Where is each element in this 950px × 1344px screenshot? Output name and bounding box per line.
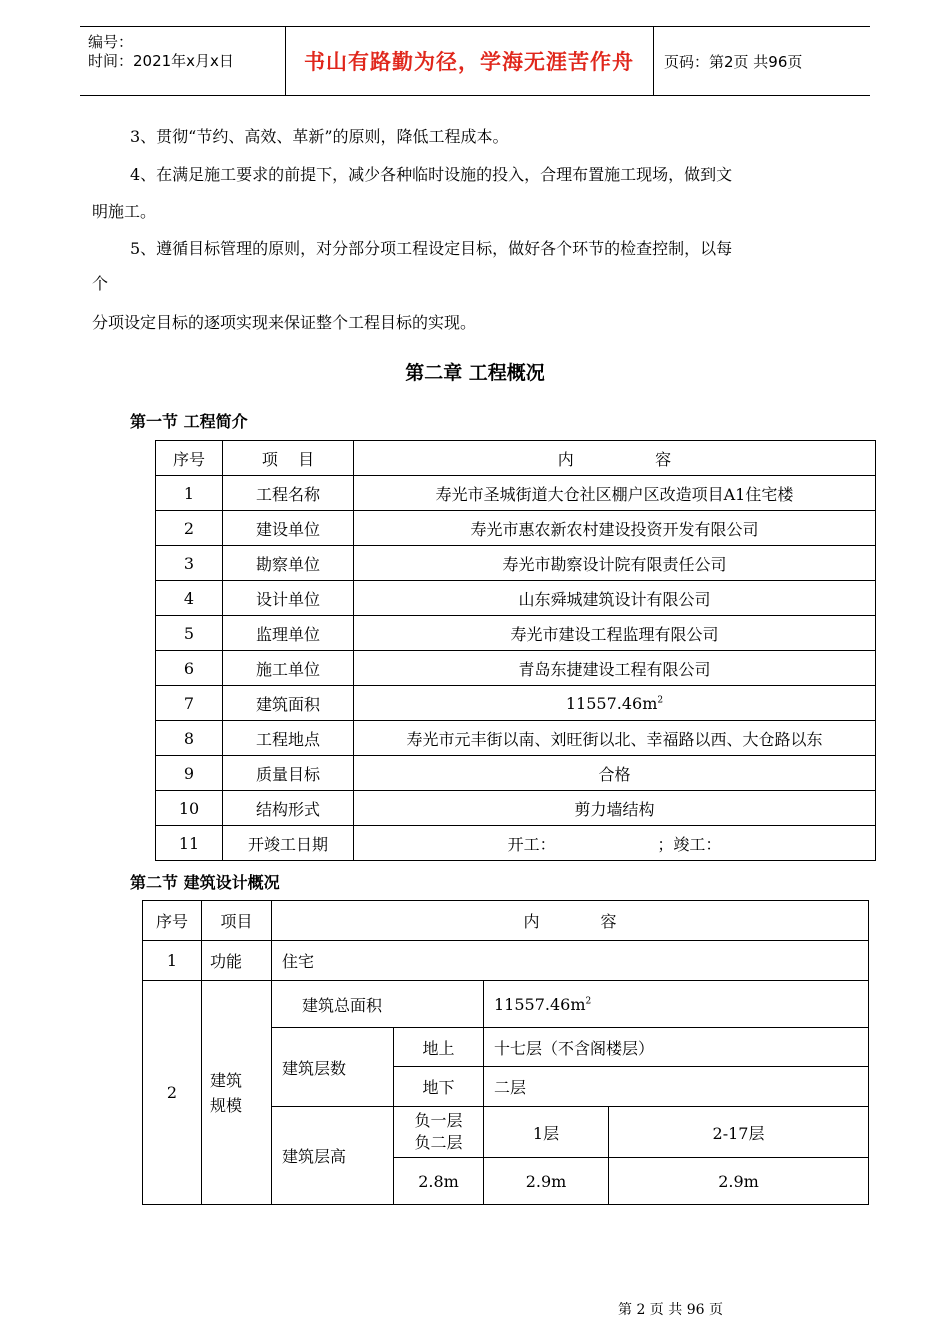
row-item: 设计单位	[223, 581, 354, 616]
floors-label: 建筑层数	[272, 1028, 394, 1107]
header-item: 项目	[202, 901, 272, 941]
total-area-label: 建筑总面积	[272, 981, 484, 1028]
motto: 书山有路勤为径，学海无涯苦作舟	[304, 50, 634, 74]
table-row	[156, 511, 876, 546]
row-no: 11	[156, 826, 223, 861]
area-superscript: 2	[585, 996, 592, 1007]
height-col1-line: 负二层	[414, 1133, 463, 1152]
total-area-value	[484, 981, 869, 1028]
table-row	[143, 981, 869, 1028]
row-content: 山东舜城建筑设计有限公司	[354, 581, 876, 616]
paragraph-5-line3: 分项设定目标的逐项实现来保证整个工程目标的实现。	[92, 313, 477, 332]
number-label: 编号：	[88, 33, 134, 51]
page-header	[80, 26, 870, 96]
row-item: 结构形式	[223, 791, 354, 826]
row-item: 工程地点	[223, 721, 354, 756]
row-content: 剪力墙结构	[354, 791, 876, 826]
row-content: 开工： ；竣工：	[354, 826, 876, 861]
row-item: 功能	[202, 941, 272, 981]
project-overview-table	[155, 440, 876, 861]
row-item: 开竣工日期	[223, 826, 354, 861]
header-meta	[80, 27, 286, 95]
row-item: 施工单位	[223, 651, 354, 686]
row-content: 寿光市圣城街道大仓社区棚户区改造项目A1住宅楼	[354, 476, 876, 511]
row-item: 监理单位	[223, 616, 354, 651]
table-row	[156, 616, 876, 651]
chapter-title: 第二章 工程概况	[405, 362, 545, 384]
row-content: 寿光市勘察设计院有限责任公司	[354, 546, 876, 581]
below-label: 地下	[394, 1067, 484, 1107]
row-no: 7	[156, 686, 223, 721]
row-item: 质量目标	[223, 756, 354, 791]
row-content: 寿光市建设工程监理有限公司	[354, 616, 876, 651]
building-design-table	[142, 900, 869, 1205]
table-row	[156, 826, 876, 861]
page-footer: 第 2 页 共 96 页	[618, 1302, 723, 1318]
row-content: 寿光市惠农新农村建设投资开发有限公司	[354, 511, 876, 546]
below-value: 二层	[484, 1067, 869, 1107]
row-no: 3	[156, 546, 223, 581]
row-content	[354, 686, 876, 721]
header-no: 序号	[156, 441, 223, 476]
paragraph-5-line1: 5、遵循目标管理的原则，对分部分项工程设定目标，做好各个环节的检查控制，以每	[130, 239, 733, 258]
height-col3: 2-17层	[609, 1107, 869, 1158]
row-item: 勘察单位	[223, 546, 354, 581]
row-content: 寿光市元丰街以南、刘旺街以北、幸福路以西、大仓路以东	[354, 721, 876, 756]
row-no: 8	[156, 721, 223, 756]
table-row	[156, 651, 876, 686]
paragraph-4-line1: 4、在满足施工要求的前提下，减少各种临时设施的投入，合理布置施工现场，做到文	[130, 165, 733, 184]
row-no: 6	[156, 651, 223, 686]
time-label: 时间：2021年x月x日	[88, 52, 234, 70]
section1-title: 第一节 工程简介	[130, 412, 248, 431]
height-val2: 2.9m	[484, 1158, 609, 1205]
table-row	[156, 476, 876, 511]
area-superscript: 2	[657, 695, 664, 706]
row-item: 建设单位	[223, 511, 354, 546]
row-no: 5	[156, 616, 223, 651]
row-content: 青岛东捷建设工程有限公司	[354, 651, 876, 686]
section2-title: 第二节 建筑设计概况	[130, 873, 280, 892]
header-no: 序号	[143, 901, 202, 941]
paragraph-3: 3、贯彻“节约、高效、革新”的原则，降低工程成本。	[130, 127, 509, 146]
item-line: 规模	[210, 1095, 243, 1115]
header-content: 内 容	[272, 901, 869, 941]
height-val1: 2.8m	[394, 1158, 484, 1205]
table-row	[156, 756, 876, 791]
row-no: 2	[143, 981, 202, 1205]
paragraph-5-line2: 个	[92, 274, 109, 293]
header-page-info: 页码：第2页 共96页	[664, 52, 803, 71]
row-content: 合格	[354, 756, 876, 791]
height-col2: 1层	[484, 1107, 609, 1158]
table-header-row	[156, 441, 876, 476]
row-content: 住宅	[272, 941, 869, 981]
row-no: 1	[156, 476, 223, 511]
height-col1	[394, 1107, 484, 1158]
row-no: 9	[156, 756, 223, 791]
above-value: 十七层（不含阁楼层）	[484, 1028, 869, 1067]
height-label: 建筑层高	[272, 1107, 394, 1205]
table-row	[156, 581, 876, 616]
header-item: 项 目	[223, 441, 354, 476]
row-item	[202, 981, 272, 1205]
row-no: 1	[143, 941, 202, 981]
height-val3: 2.9m	[609, 1158, 869, 1205]
row-no: 4	[156, 581, 223, 616]
header-motto-cell	[285, 27, 654, 95]
total-area-number: 11557.46m	[494, 994, 586, 1014]
area-value: 11557.46m	[565, 693, 658, 713]
row-item: 工程名称	[223, 476, 354, 511]
row-no: 10	[156, 791, 223, 826]
row-item: 建筑面积	[223, 686, 354, 721]
height-col1-line: 负一层	[414, 1111, 463, 1130]
table-row	[156, 686, 876, 721]
above-label: 地上	[394, 1028, 484, 1067]
row-no: 2	[156, 511, 223, 546]
table-row	[156, 791, 876, 826]
item-line: 建筑	[210, 1070, 243, 1090]
table-row	[156, 721, 876, 756]
paragraph-4-line2: 明施工。	[92, 202, 157, 221]
table-row	[143, 941, 869, 981]
header-content: 内 容	[354, 441, 876, 476]
table-header-row	[143, 901, 869, 941]
table-row	[156, 546, 876, 581]
